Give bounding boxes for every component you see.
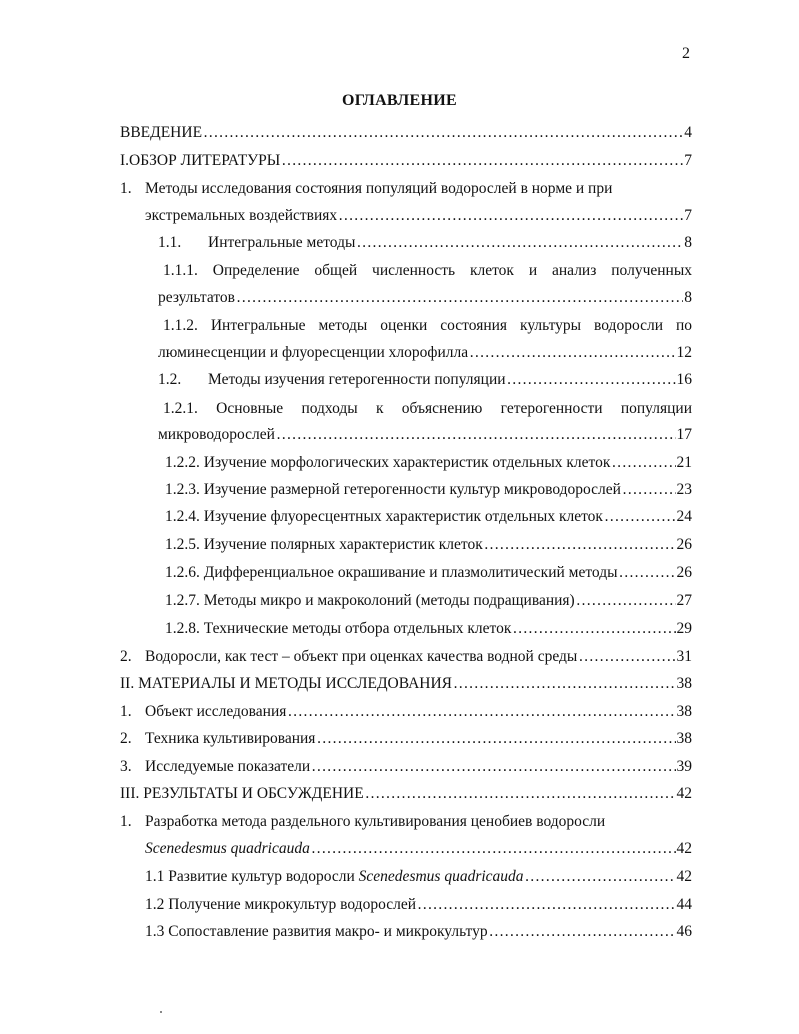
toc-entry bbox=[165, 564, 692, 584]
toc-entry-number: 1.1. bbox=[158, 234, 182, 251]
toc-entry-number: 3. bbox=[120, 758, 132, 775]
toc-entry-title bbox=[145, 868, 524, 886]
leader-dots bbox=[484, 536, 676, 554]
toc-entry-title bbox=[165, 454, 610, 472]
toc-entry-title bbox=[163, 262, 692, 279]
toc-entry bbox=[163, 262, 692, 282]
toc-entry-title bbox=[158, 289, 235, 307]
toc-entry-text: экстремальных воздействиях bbox=[145, 207, 338, 224]
leader-dots bbox=[236, 289, 683, 307]
toc-page-number: 16 bbox=[676, 371, 692, 388]
leader-dots bbox=[281, 152, 683, 170]
toc-entry-text: 1.2.6. Дифференциальное окрашивание и плазмолитический методы bbox=[165, 564, 618, 581]
toc-page-number: 29 bbox=[676, 620, 692, 637]
toc-entry-text: 1.2.4. Изучение флуоресцентных характеристик отдельных клеток bbox=[165, 508, 603, 525]
toc-page-number: 39 bbox=[676, 758, 692, 775]
page-number: 2 bbox=[682, 45, 690, 62]
toc-entry-text: Разработка метода раздельного культивирования ценобиев водоросли bbox=[145, 813, 606, 830]
toc-page-number: 38 bbox=[676, 703, 692, 720]
toc-entry bbox=[145, 207, 692, 227]
toc-entry-title bbox=[165, 620, 511, 638]
toc-page-number: 42 bbox=[676, 840, 692, 857]
toc-entry-text: Методы исследования состояния популяций водорослей в норме и при bbox=[145, 180, 613, 197]
leader-dots bbox=[525, 868, 676, 886]
toc-entry-text: Объект исследования bbox=[145, 703, 287, 720]
toc-entry-title bbox=[120, 813, 605, 831]
toc-entry bbox=[158, 371, 692, 391]
toc-entry-text: 1.2.1. Основные подходы к объяснению гетерогенности популяции bbox=[163, 400, 692, 417]
toc-entry-text: микроводорослей bbox=[158, 426, 275, 443]
toc-entry bbox=[165, 536, 692, 556]
toc-entry bbox=[120, 124, 692, 144]
toc-page-number: 17 bbox=[676, 426, 692, 443]
species-name: Scenedesmus quadricauda bbox=[358, 868, 524, 885]
toc-entry bbox=[145, 868, 692, 888]
toc-page-number: 24 bbox=[676, 508, 692, 525]
leader-dots bbox=[469, 344, 675, 362]
leader-dots bbox=[578, 648, 675, 666]
toc-page-number: 27 bbox=[676, 592, 692, 609]
toc-entry-number: 1. bbox=[120, 813, 132, 830]
toc-entry-title bbox=[165, 481, 621, 499]
toc-entry-text: III. РЕЗУЛЬТАТЫ И ОБСУЖДЕНИЕ bbox=[120, 785, 364, 802]
toc-entry bbox=[120, 675, 692, 695]
toc-page-number: 26 bbox=[676, 536, 692, 553]
toc-entry-text: 1.1.1. Определение общей численность клеток и анализ полученных bbox=[163, 262, 692, 279]
toc-entry-title bbox=[158, 344, 468, 362]
toc-entry bbox=[158, 234, 692, 254]
toc-page-number: 31 bbox=[676, 648, 692, 665]
toc-entry-title bbox=[120, 675, 452, 693]
toc-page-number: 26 bbox=[676, 564, 692, 581]
toc-entry bbox=[120, 648, 692, 668]
toc-entry bbox=[165, 620, 692, 640]
toc-entry-text: 1.1 Развитие культур водоросли bbox=[145, 868, 359, 885]
toc-page-number: 7 bbox=[684, 152, 692, 169]
leader-dots bbox=[604, 508, 676, 526]
toc-entry-title bbox=[120, 785, 364, 803]
toc-page-number: 7 bbox=[684, 207, 692, 224]
toc-entry bbox=[145, 896, 692, 916]
toc-entry-title bbox=[165, 592, 575, 610]
toc-entry-title bbox=[120, 730, 315, 748]
toc-entry bbox=[120, 730, 692, 750]
toc-entry-number: 1. bbox=[120, 180, 132, 197]
toc-entry-text: Методы изучения гетерогенности популяции bbox=[208, 371, 506, 388]
toc-entry bbox=[163, 400, 692, 420]
toc-entry-text: 1.2.8. Технические методы отбора отдельных клеток bbox=[165, 620, 512, 637]
toc-entry-text: Техника культивирования bbox=[145, 730, 316, 747]
toc-entry-text: результатов bbox=[158, 289, 235, 306]
toc-page-number: 4 bbox=[684, 124, 692, 141]
toc-entry-title bbox=[163, 317, 692, 334]
toc-entry-number: 1.2. bbox=[158, 371, 182, 388]
toc-entry-number: 2. bbox=[120, 648, 132, 665]
toc-entry-title bbox=[145, 923, 488, 941]
toc-entry-title bbox=[145, 207, 337, 225]
toc-entry-text: 1.2.3. Изучение размерной гетерогенности культур микроводорослей bbox=[165, 481, 621, 498]
toc-entry-text: 1.2.2. Изучение морфологических характеристик отдельных клеток bbox=[165, 454, 611, 471]
toc-entry bbox=[120, 152, 692, 172]
leader-dots bbox=[622, 481, 676, 499]
toc-page-number: 38 bbox=[676, 675, 692, 692]
toc-page-number: 42 bbox=[676, 868, 692, 885]
toc-page-number: 8 bbox=[684, 289, 692, 306]
toc-entry-text: II. МАТЕРИАЛЫ И МЕТОДЫ ИССЛЕДОВАНИЯ bbox=[120, 675, 453, 692]
toc-entry-text: 1.3 Сопоставление развития макро- и микрокультур bbox=[145, 923, 488, 940]
leader-dots bbox=[453, 675, 675, 693]
toc-entry-title bbox=[145, 896, 416, 914]
toc-entry-title bbox=[120, 124, 202, 142]
toc-entry bbox=[158, 344, 692, 364]
toc-entry-text: I.ОБЗОР ЛИТЕРАТУРЫ bbox=[120, 152, 281, 169]
toc-entry-title bbox=[163, 400, 692, 417]
toc-entry bbox=[145, 840, 692, 860]
toc-page-number: 23 bbox=[676, 481, 692, 498]
leader-dots bbox=[512, 620, 675, 638]
toc-entry-text: Водоросли, как тест – объект при оценках качества водной среды bbox=[145, 648, 578, 665]
toc-entry bbox=[158, 426, 692, 446]
toc-entry-title bbox=[120, 180, 612, 198]
toc-entry bbox=[120, 703, 692, 723]
species-name: Scenedesmus quadricauda bbox=[145, 840, 310, 857]
toc-entry bbox=[120, 180, 700, 200]
toc-entry-text: Исследуемые показатели bbox=[145, 758, 311, 775]
leader-dots bbox=[203, 124, 683, 142]
toc-entry bbox=[120, 785, 692, 805]
leader-dots bbox=[338, 207, 683, 225]
leader-dots bbox=[365, 785, 676, 803]
toc-entry-title bbox=[165, 508, 603, 526]
leader-dots bbox=[287, 703, 675, 721]
toc-entry-text: 1.1.2. Интегральные методы оценки состояния культуры водоросли по bbox=[163, 317, 692, 334]
leader-dots bbox=[489, 923, 676, 941]
toc-entry-title bbox=[158, 426, 275, 444]
toc-entry-title bbox=[120, 758, 310, 776]
toc-entry-title bbox=[158, 371, 506, 389]
toc-entry bbox=[165, 454, 692, 474]
leader-dots bbox=[417, 896, 676, 914]
toc-entry-title bbox=[165, 564, 618, 582]
scan-speck bbox=[160, 1011, 162, 1013]
toc-page-number: 42 bbox=[676, 785, 692, 802]
toc-entry bbox=[165, 481, 692, 501]
toc-page-number: 38 bbox=[676, 730, 692, 747]
leader-dots bbox=[576, 592, 676, 610]
toc-entry bbox=[145, 923, 692, 943]
toc-entry-title bbox=[145, 840, 310, 858]
leader-dots bbox=[311, 758, 675, 776]
toc-page-number: 44 bbox=[676, 896, 692, 913]
toc-page-number: 46 bbox=[676, 923, 692, 940]
toc-entry-title bbox=[120, 703, 286, 721]
toc-entry-number: 1. bbox=[120, 703, 132, 720]
toc-entry-text: люминесценции и флуоресценции хлорофилла bbox=[158, 344, 469, 361]
leader-dots bbox=[611, 454, 675, 472]
toc-entry bbox=[163, 317, 692, 337]
toc-entry-title bbox=[158, 234, 355, 252]
leader-dots bbox=[356, 234, 683, 252]
toc-entry-title bbox=[165, 536, 483, 554]
toc-page-number: 12 bbox=[676, 344, 692, 361]
toc-entry-number: 2. bbox=[120, 730, 132, 747]
toc-entry bbox=[120, 758, 692, 778]
leader-dots bbox=[507, 371, 676, 389]
toc-entry bbox=[165, 592, 692, 612]
toc-entry bbox=[165, 508, 692, 528]
toc-entry-title bbox=[120, 648, 577, 666]
leader-dots bbox=[276, 426, 676, 444]
toc-page-number: 21 bbox=[676, 454, 692, 471]
toc-entry-text: 1.2.7. Методы микро и макроколоний (методы подращивания) bbox=[165, 592, 575, 609]
leader-dots bbox=[311, 840, 676, 858]
toc-entry-title bbox=[120, 152, 280, 170]
toc-entry bbox=[158, 289, 692, 309]
toc-entry-text: ВВЕДЕНИЕ bbox=[120, 124, 203, 141]
toc-entry-text: 1.2.5. Изучение полярных характеристик клеток bbox=[165, 536, 483, 553]
page-title: ОГЛАВЛЕНИЕ bbox=[342, 92, 457, 109]
toc-page-number: 8 bbox=[684, 234, 692, 251]
toc-entry bbox=[120, 813, 700, 833]
leader-dots bbox=[619, 564, 676, 582]
toc-entry-text: Интегральные методы bbox=[208, 234, 356, 251]
toc-entry-text: 1.2 Получение микрокультур водорослей bbox=[145, 896, 416, 913]
leader-dots bbox=[316, 730, 675, 748]
